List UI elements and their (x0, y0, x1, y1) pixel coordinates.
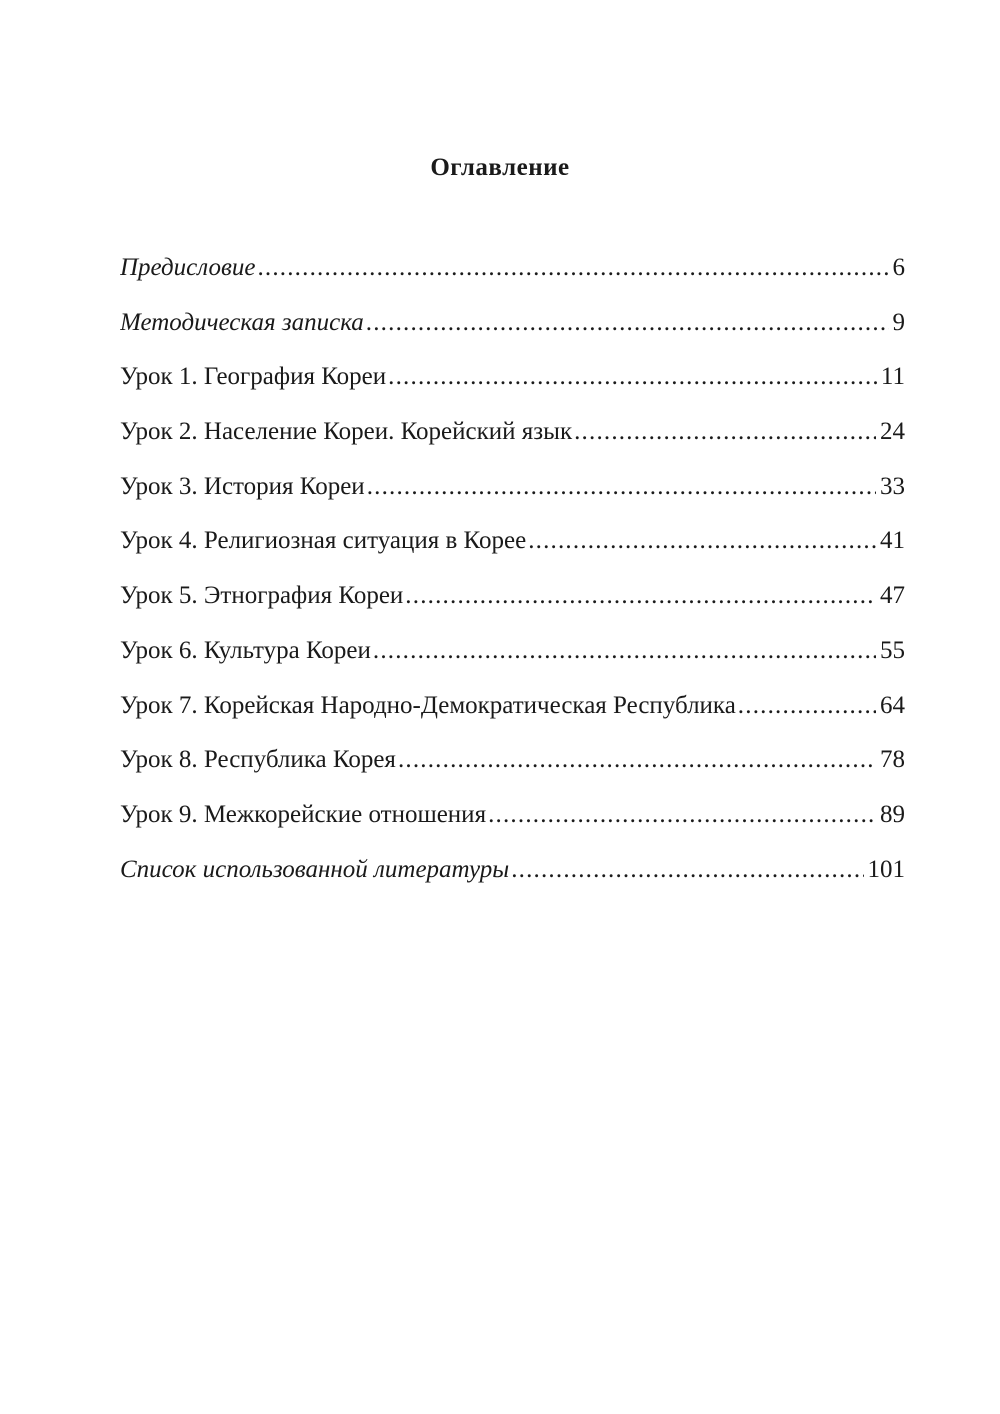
toc-entry-page: 55 (880, 636, 905, 664)
toc-entry (120, 363, 905, 418)
toc-entry-page: 78 (880, 746, 905, 774)
toc-entry-page: 41 (880, 527, 905, 555)
toc-dot-leader (398, 746, 876, 774)
toc-entry-page: 89 (880, 800, 905, 828)
toc-dot-leader (488, 801, 876, 829)
toc-entry-page: 6 (892, 254, 905, 281)
toc-entry (120, 582, 905, 637)
toc-dot-leader (257, 254, 888, 282)
toc-entry-label: Урок 7. Корейская Народно-Демократическая Республика (120, 691, 736, 719)
toc-entry (120, 473, 905, 528)
toc-entry-label: Урок 8. Республика Корея (120, 746, 396, 774)
toc-entry-page: 101 (867, 855, 905, 883)
toc-entry-label: Предисловие (120, 254, 256, 281)
toc-dot-leader (373, 637, 876, 665)
toc-entry-label: Список использованной литературы (120, 855, 510, 883)
toc-entry-label: Урок 3. История Кореи (120, 472, 365, 500)
toc-entry-page: 9 (892, 308, 905, 336)
toc-entry-label: Урок 2. Население Кореи. Корейский язык (120, 418, 573, 446)
toc-dot-leader (511, 856, 863, 884)
toc-entry (120, 692, 905, 747)
toc-dot-leader (574, 418, 876, 446)
toc-entry-label: Урок 9. Межкорейские отношения (120, 800, 487, 828)
toc-entry-page: 47 (880, 582, 905, 610)
toc-dot-leader (367, 473, 876, 501)
toc-entry-label: Урок 4. Религиозная ситуация в Корее (120, 527, 527, 555)
toc-entry-label: Урок 6. Культура Кореи (120, 636, 371, 664)
toc-entry (120, 527, 905, 582)
toc-dot-leader (366, 309, 889, 337)
toc-entry-page: 24 (880, 418, 905, 446)
toc-entry-label: Методическая записка (120, 308, 364, 336)
toc-entry-label: Урок 5. Этнография Кореи (120, 582, 404, 610)
toc-entry (120, 746, 905, 801)
toc-entry (120, 418, 905, 473)
toc-entry (120, 856, 905, 911)
toc-entry-label: Урок 1. География Кореи (120, 363, 387, 391)
toc-dot-leader (405, 582, 876, 610)
toc-entry (120, 254, 905, 309)
table-of-contents (120, 254, 905, 910)
toc-dot-leader (738, 692, 876, 720)
toc-entry (120, 309, 905, 364)
toc-dot-leader (528, 527, 876, 555)
toc-entry (120, 801, 905, 856)
toc-entry (120, 637, 905, 692)
toc-entry-page: 64 (880, 691, 905, 719)
toc-entry-page: 11 (880, 363, 905, 391)
page-title: Оглавление (430, 154, 570, 181)
toc-dot-leader (388, 363, 877, 391)
toc-entry-page: 33 (880, 472, 905, 500)
